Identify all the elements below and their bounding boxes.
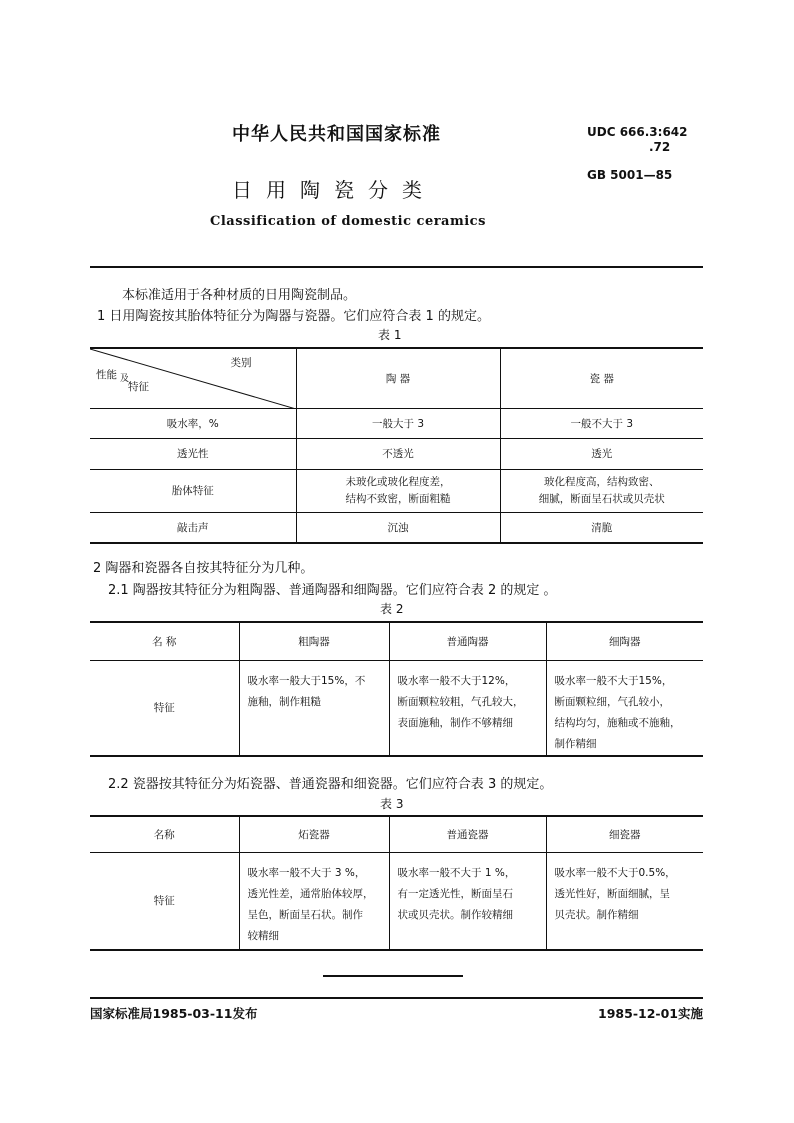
cell-line: 吸水率一般不大于0.5%， xyxy=(554,866,676,879)
cell-line: 吸水率一般不大于 1 %， xyxy=(397,866,516,879)
cell-line: 制作精细 xyxy=(554,737,597,750)
row-label: 吸水率，% xyxy=(90,408,296,438)
table-row xyxy=(90,469,703,512)
table-row xyxy=(90,408,703,438)
corner-feature: 特征 xyxy=(128,381,149,393)
footer-rule xyxy=(90,997,703,999)
col-fine-porcelain: 细瓷器 xyxy=(546,816,703,852)
cell xyxy=(296,469,500,512)
table-1 xyxy=(90,347,703,544)
cell: 透光 xyxy=(500,438,703,469)
cell xyxy=(500,469,703,512)
table-2 xyxy=(90,621,703,757)
document-title: 日用陶瓷分类 xyxy=(232,178,436,202)
scope-paragraph: 本标准适用于各种材质的日用陶瓷制品。 xyxy=(122,288,357,303)
gb-number: GB 5001—85 xyxy=(587,168,673,182)
table-row xyxy=(90,816,703,852)
col-porcelain: 瓷 器 xyxy=(500,348,703,408)
row-label: 特征 xyxy=(90,852,239,950)
corner-property: 性能 xyxy=(96,369,117,381)
col-name: 名 称 xyxy=(90,622,239,660)
col-normal-pottery: 普通陶器 xyxy=(389,622,546,660)
table-3 xyxy=(90,815,703,951)
cell-line: 吸水率一般大于15%，不 xyxy=(247,674,366,687)
end-separator xyxy=(323,975,463,977)
cell-line: 吸水率一般不大于12%， xyxy=(397,674,516,687)
table-row xyxy=(90,660,703,756)
udc-line1: UDC 666.3:642 xyxy=(587,125,688,139)
cell-line: 呈色，断面呈石状。制作 xyxy=(247,908,363,921)
table-row xyxy=(90,512,703,543)
cell-line: 透光性好，断面细腻，呈 xyxy=(554,887,670,900)
cell-line: 断面颗粒细，气孔较小， xyxy=(554,695,670,708)
table1-corner-cell xyxy=(90,348,296,408)
cell-line: 状或贝壳状。制作较精细 xyxy=(397,908,513,921)
table-row xyxy=(90,348,703,408)
cell-line: 断面颗粒较粗，气孔较大， xyxy=(397,695,524,708)
udc-line2: .72 xyxy=(649,140,671,154)
clause-2: 2 陶器和瓷器各自按其特征分为几种。 xyxy=(93,561,314,576)
col-fine-pottery: 细陶器 xyxy=(546,622,703,660)
clause-1: 1 日用陶瓷按其胎体特征分为陶器与瓷器。它们应符合表 1 的规定。 xyxy=(97,309,490,324)
col-normal-porcelain: 普通瓷器 xyxy=(389,816,546,852)
udc-code xyxy=(587,125,688,155)
cell: 清脆 xyxy=(500,512,703,543)
cell xyxy=(239,660,389,756)
cell-line: 较精细 xyxy=(247,929,279,942)
standard-heading: 中华人民共和国国家标准 xyxy=(232,124,441,145)
row-label: 敲击声 xyxy=(90,512,296,543)
corner-category: 类别 xyxy=(230,357,252,369)
col-name: 名称 xyxy=(90,816,239,852)
row-label: 胎体特征 xyxy=(90,469,296,512)
cell-line: 有一定透光性，断面呈石 xyxy=(397,887,513,900)
cell xyxy=(546,852,703,950)
cell-line: 透光性差，通常胎体较厚， xyxy=(247,887,374,900)
cell-line: 吸水率一般不大于15%， xyxy=(554,674,673,687)
cell-line: 贝壳状。制作精细 xyxy=(554,908,639,921)
cell-line: 结构不致密，断面粗糙 xyxy=(345,492,451,505)
clause-2-2: 2.2 瓷器按其特征分为炻瓷器、普通瓷器和细瓷器。它们应符合表 3 的规定。 xyxy=(108,777,553,792)
cell xyxy=(389,852,546,950)
cell-line: 表面施釉，制作不够精细 xyxy=(397,716,513,729)
cell-line: 结构均匀，施釉或不施釉， xyxy=(554,716,681,729)
table1-caption: 表 1 xyxy=(378,328,402,342)
col-stoneware: 炻瓷器 xyxy=(239,816,389,852)
cell-line: 吸水率一般不大于 3 %， xyxy=(247,866,366,879)
issue-date: 国家标准局1985-03-11发布 xyxy=(90,1006,258,1021)
table2-caption: 表 2 xyxy=(380,602,404,616)
table-row xyxy=(90,438,703,469)
document-title-english: Classification of domestic ceramics xyxy=(210,214,486,229)
header-rule xyxy=(90,266,703,268)
table3-caption: 表 3 xyxy=(380,797,404,811)
cell-line: 施釉，制作粗糙 xyxy=(247,695,321,708)
cell xyxy=(389,660,546,756)
cell-line: 玻化程度高，结构致密、 xyxy=(544,475,660,488)
cell xyxy=(239,852,389,950)
cell: 一般大于 3 xyxy=(296,408,500,438)
cell-line: 未玻化或玻化程度差， xyxy=(345,475,451,488)
row-label: 透光性 xyxy=(90,438,296,469)
row-label: 特征 xyxy=(90,660,239,756)
corner-and: 及 xyxy=(120,374,130,384)
cell xyxy=(546,660,703,756)
cell-line: 细腻，断面呈石状或贝壳状 xyxy=(538,492,665,505)
cell: 沉浊 xyxy=(296,512,500,543)
col-pottery: 陶 器 xyxy=(296,348,500,408)
clause-2-1: 2.1 陶器按其特征分为粗陶器、普通陶器和细陶器。它们应符合表 2 的规定 。 xyxy=(108,583,557,598)
table-row xyxy=(90,622,703,660)
cell: 不透光 xyxy=(296,438,500,469)
col-coarse-pottery: 粗陶器 xyxy=(239,622,389,660)
table-row xyxy=(90,852,703,950)
cell: 一般不大于 3 xyxy=(500,408,703,438)
implementation-date: 1985-12-01实施 xyxy=(598,1006,703,1021)
